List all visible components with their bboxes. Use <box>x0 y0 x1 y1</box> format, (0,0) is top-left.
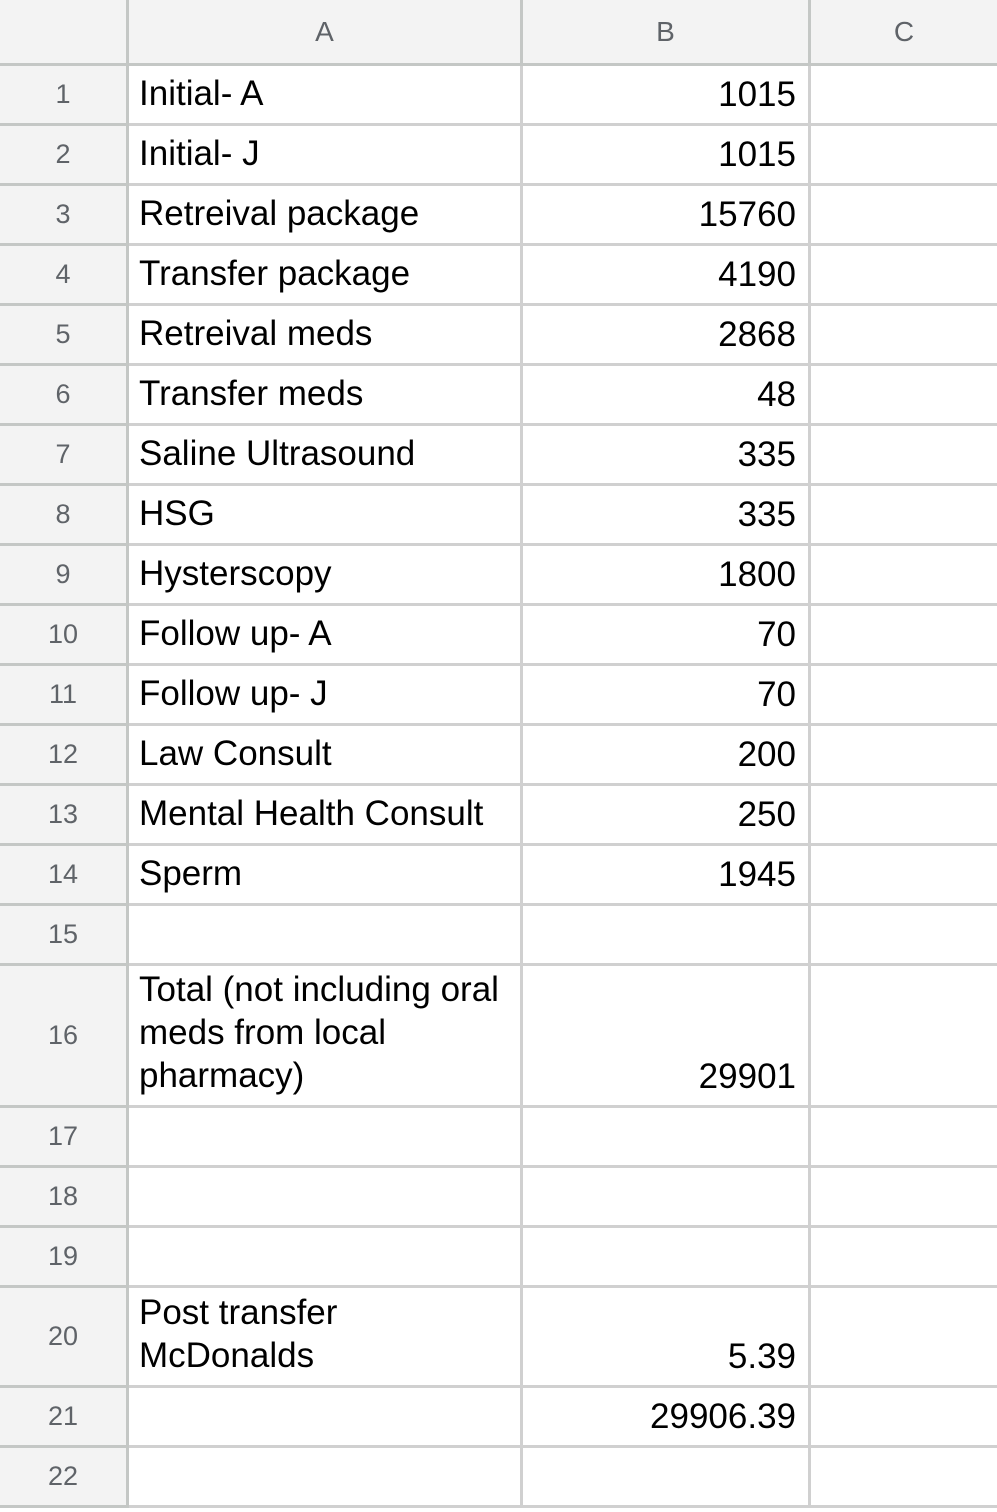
column-header-b[interactable]: B <box>523 0 811 66</box>
row-header[interactable]: 15 <box>0 906 129 966</box>
cell-b[interactable]: 15760 <box>523 186 811 246</box>
cell-b[interactable] <box>523 1228 811 1288</box>
cell-c[interactable] <box>811 966 997 1108</box>
column-header-a[interactable]: A <box>129 0 523 66</box>
row-header[interactable]: 10 <box>0 606 129 666</box>
cell-c[interactable] <box>811 846 997 906</box>
cell-b[interactable]: 70 <box>523 666 811 726</box>
cell-a[interactable]: Retreival meds <box>129 306 523 366</box>
row-header[interactable]: 1 <box>0 66 129 126</box>
cell-a[interactable] <box>129 1108 523 1168</box>
cell-a[interactable]: Initial- A <box>129 66 523 126</box>
cell-c[interactable] <box>811 66 997 126</box>
cell-b[interactable]: 29901 <box>523 966 811 1108</box>
row-header[interactable]: 5 <box>0 306 129 366</box>
cell-b[interactable] <box>523 1108 811 1168</box>
cell-c[interactable] <box>811 246 997 306</box>
row-header[interactable]: 2 <box>0 126 129 186</box>
cell-b[interactable]: 2868 <box>523 306 811 366</box>
cell-b[interactable]: 200 <box>523 726 811 786</box>
cell-b[interactable] <box>523 1448 811 1508</box>
cell-c[interactable] <box>811 1228 997 1288</box>
cell-a[interactable]: Initial- J <box>129 126 523 186</box>
cell-b[interactable]: 70 <box>523 606 811 666</box>
row-header[interactable]: 16 <box>0 966 129 1108</box>
cell-b[interactable]: 335 <box>523 426 811 486</box>
row-header[interactable]: 8 <box>0 486 129 546</box>
cell-c[interactable] <box>811 1108 997 1168</box>
cell-a[interactable]: Retreival package <box>129 186 523 246</box>
cell-a[interactable]: Transfer package <box>129 246 523 306</box>
cell-c[interactable] <box>811 426 997 486</box>
cell-a[interactable] <box>129 906 523 966</box>
column-header-c[interactable]: C <box>811 0 997 66</box>
cell-a[interactable] <box>129 1168 523 1228</box>
row-header[interactable]: 22 <box>0 1448 129 1508</box>
cell-c[interactable] <box>811 186 997 246</box>
row-header[interactable]: 17 <box>0 1108 129 1168</box>
cell-a[interactable]: HSG <box>129 486 523 546</box>
cell-c[interactable] <box>811 306 997 366</box>
row-header[interactable]: 14 <box>0 846 129 906</box>
row-header[interactable]: 7 <box>0 426 129 486</box>
cell-c[interactable] <box>811 1288 997 1388</box>
cell-a[interactable]: Total (not including oral meds from local pharmacy) <box>129 966 523 1108</box>
cell-c[interactable] <box>811 366 997 426</box>
row-header[interactable]: 6 <box>0 366 129 426</box>
cell-c[interactable] <box>811 666 997 726</box>
row-header[interactable]: 20 <box>0 1288 129 1388</box>
cell-b[interactable]: 335 <box>523 486 811 546</box>
row-header[interactable]: 4 <box>0 246 129 306</box>
cell-c[interactable] <box>811 486 997 546</box>
cell-b[interactable]: 4190 <box>523 246 811 306</box>
row-header[interactable]: 13 <box>0 786 129 846</box>
cell-a[interactable] <box>129 1228 523 1288</box>
cell-a[interactable]: Law Consult <box>129 726 523 786</box>
row-header[interactable]: 3 <box>0 186 129 246</box>
cell-c[interactable] <box>811 786 997 846</box>
cell-b[interactable]: 5.39 <box>523 1288 811 1388</box>
cell-a[interactable]: Follow up- J <box>129 666 523 726</box>
cell-a[interactable]: Follow up- A <box>129 606 523 666</box>
cell-a[interactable]: Sperm <box>129 846 523 906</box>
cell-b[interactable]: 29906.39 <box>523 1388 811 1448</box>
row-header[interactable]: 9 <box>0 546 129 606</box>
cell-b[interactable]: 1015 <box>523 66 811 126</box>
cell-c[interactable] <box>811 546 997 606</box>
cell-c[interactable] <box>811 126 997 186</box>
cell-c[interactable] <box>811 1388 997 1448</box>
row-header[interactable]: 11 <box>0 666 129 726</box>
select-all-corner[interactable] <box>0 0 129 66</box>
cell-a[interactable]: Saline Ultrasound <box>129 426 523 486</box>
cell-b[interactable]: 48 <box>523 366 811 426</box>
cell-b[interactable] <box>523 1168 811 1228</box>
cell-a[interactable]: Post transfer McDonalds <box>129 1288 523 1388</box>
row-header[interactable]: 18 <box>0 1168 129 1228</box>
row-header[interactable]: 12 <box>0 726 129 786</box>
cell-c[interactable] <box>811 606 997 666</box>
cell-b[interactable]: 1800 <box>523 546 811 606</box>
row-header[interactable]: 19 <box>0 1228 129 1288</box>
cell-a[interactable]: Mental Health Consult <box>129 786 523 846</box>
cell-b[interactable] <box>523 906 811 966</box>
cell-c[interactable] <box>811 1448 997 1508</box>
cell-a[interactable]: Transfer meds <box>129 366 523 426</box>
cell-b[interactable]: 1945 <box>523 846 811 906</box>
cell-c[interactable] <box>811 726 997 786</box>
cell-a[interactable]: Hysterscopy <box>129 546 523 606</box>
row-header[interactable]: 21 <box>0 1388 129 1448</box>
cell-b[interactable]: 250 <box>523 786 811 846</box>
cell-a[interactable] <box>129 1448 523 1508</box>
cell-c[interactable] <box>811 1168 997 1228</box>
cell-c[interactable] <box>811 906 997 966</box>
cell-a[interactable] <box>129 1388 523 1448</box>
cell-b[interactable]: 1015 <box>523 126 811 186</box>
